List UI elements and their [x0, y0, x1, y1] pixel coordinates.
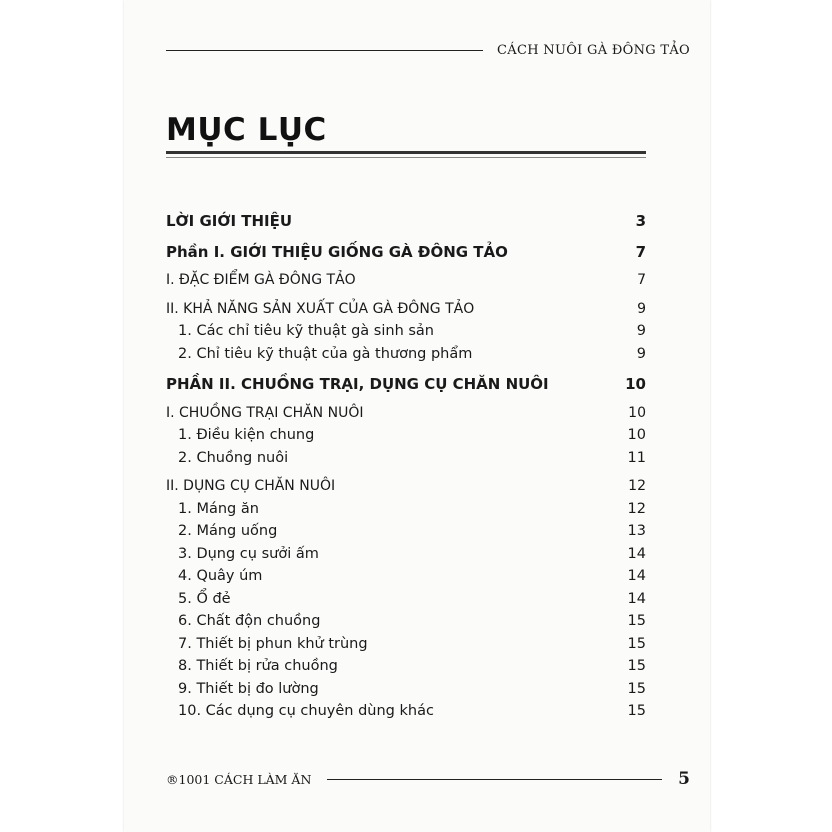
toc-entry-label: 7. Thiết bị phun khử trùng	[178, 635, 368, 652]
toc-entry-label: 1. Điều kiện chung	[178, 427, 315, 443]
toc-entry	[166, 402, 646, 425]
toc-entry	[166, 543, 646, 566]
toc-entry-page: 9	[636, 345, 646, 362]
toc-entry	[166, 298, 646, 321]
toc-entry-label: 5. Ổ đẻ	[178, 590, 231, 607]
toc-entry-page: 3	[635, 212, 646, 230]
toc-entry-page: 12	[627, 500, 646, 517]
footer-rule	[327, 779, 662, 780]
title-underline-thin	[166, 157, 646, 158]
toc-entry-page: 7	[635, 242, 646, 261]
title-underline	[166, 151, 646, 154]
toc-entry-label: 6. Chất độn chuồng	[178, 613, 321, 629]
toc-entry-label: 10. Các dụng cụ chuyên dùng khác	[178, 703, 434, 719]
toc-entry	[166, 475, 646, 498]
toc-entry	[166, 588, 646, 611]
toc-entry-page: 15	[627, 613, 646, 629]
toc-entry-label: 2. Máng uống	[178, 523, 278, 539]
toc-entry-page: 9	[637, 300, 646, 317]
toc-entry-label: 2. Chỉ tiêu kỹ thuật của gà thương phẩm	[178, 345, 473, 362]
toc-entry-label: 8. Thiết bị rửa chuồng	[178, 658, 338, 674]
toc-entry-label: 9. Thiết bị đo lường	[178, 680, 319, 697]
running-title: CÁCH NUÔI GÀ ĐÔNG TẢO	[497, 42, 690, 58]
toc-entry-label: 4. Quây úm	[178, 568, 263, 584]
toc-entry-label: 1. Máng ăn	[178, 500, 259, 517]
toc-entry	[166, 373, 646, 396]
toc-entry-page: 15	[627, 635, 646, 652]
toc-entry-page: 14	[627, 545, 646, 562]
header-rule	[166, 50, 483, 51]
toc-entry	[166, 241, 646, 264]
toc-entry	[166, 210, 646, 233]
toc-entry	[166, 269, 646, 292]
page-title: MỤC LỤC	[166, 112, 327, 148]
toc-entry	[166, 633, 646, 656]
toc-entry	[166, 343, 646, 366]
toc-entry-page: 11	[627, 449, 646, 466]
toc-entry-page: 15	[627, 703, 646, 719]
toc-entry-label: LỜI GIỚI THIỆU	[166, 212, 293, 230]
toc-entry-page: 9	[636, 323, 646, 339]
toc-entry	[166, 565, 646, 588]
toc-entry-label: II. DỤNG CỤ CHĂN NUÔI	[166, 478, 336, 494]
book-page	[124, 0, 710, 832]
toc-entry-page: 12	[628, 478, 646, 494]
toc-entry-page: 10	[625, 375, 646, 393]
toc-entry-page: 10	[628, 404, 646, 421]
toc-entry	[166, 655, 646, 678]
toc-entry	[166, 520, 646, 543]
toc-entry	[166, 320, 646, 343]
toc-entry-label: I. CHUỒNG TRẠI CHĂN NUÔI	[166, 404, 364, 421]
toc-entry	[166, 678, 646, 701]
running-header	[166, 40, 690, 60]
toc-entry-page: 15	[627, 658, 646, 674]
page-number: 5	[678, 769, 690, 789]
toc-entry-page: 14	[627, 590, 646, 607]
toc-entry	[166, 498, 646, 521]
toc-entry	[166, 700, 646, 723]
toc-entry-page: 15	[627, 680, 646, 697]
toc-entry-label: PHẦN II. CHUỒNG TRẠI, DỤNG CỤ CHĂN NUÔI	[166, 375, 549, 393]
table-of-contents	[166, 210, 646, 723]
toc-entry-label: 1. Các chỉ tiêu kỹ thuật gà sinh sản	[178, 323, 435, 339]
toc-entry-label: 2. Chuồng nuôi	[178, 449, 289, 466]
toc-entry	[166, 424, 646, 447]
toc-entry	[166, 447, 646, 470]
toc-entry-label: Phần I. GIỚI THIỆU GIỐNG GÀ ĐÔNG TẢO	[166, 242, 508, 261]
toc-entry	[166, 610, 646, 633]
toc-entry-page: 7	[637, 272, 646, 288]
page-footer	[166, 768, 690, 790]
toc-entry-label: I. ĐẶC ĐIỂM GÀ ĐÔNG TẢO	[166, 272, 356, 288]
toc-entry-page: 14	[627, 568, 646, 584]
toc-entry-label: 3. Dụng cụ sưởi ấm	[178, 545, 319, 562]
toc-entry-page: 13	[627, 523, 646, 539]
toc-entry-label: II. KHẢ NĂNG SẢN XUẤT CỦA GÀ ĐÔNG TẢO	[166, 300, 475, 317]
toc-entry-page: 10	[627, 427, 646, 443]
series-name: ®1001 CÁCH LÀM ĂN	[166, 771, 312, 787]
